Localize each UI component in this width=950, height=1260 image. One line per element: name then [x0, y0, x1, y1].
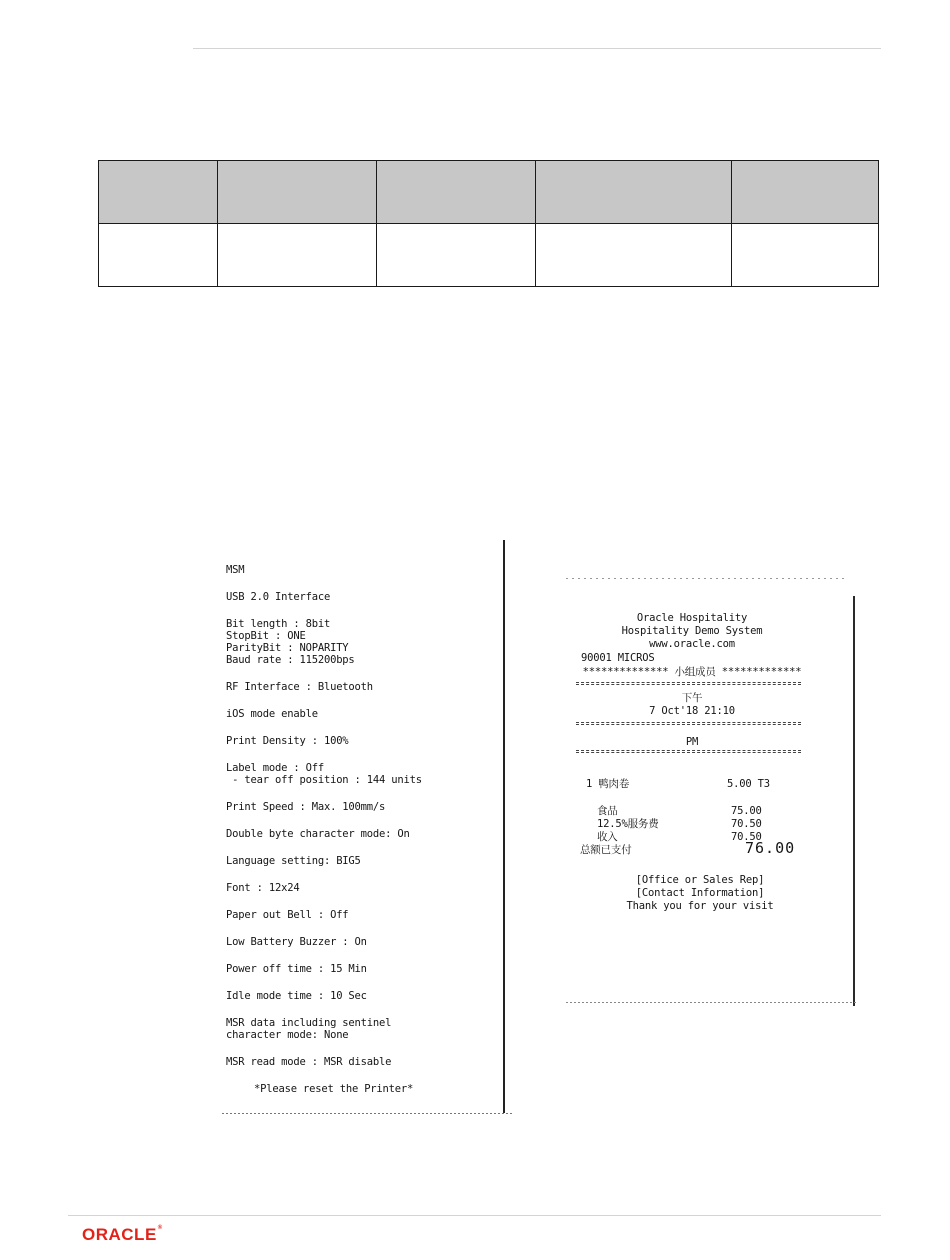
table-header-cell — [99, 161, 218, 224]
check-period: 下午 — [681, 692, 703, 704]
selftest-line: Idle mode time : 10 Sec — [226, 990, 367, 1002]
selftest-line: StopBit : ONE — [226, 630, 306, 642]
check-subtotal-label: 12.5%服务费 — [597, 818, 659, 830]
selftest-line: Baud rate : 115200bps — [226, 654, 355, 666]
line-gap — [226, 840, 496, 855]
selftest-line: Double byte character mode: On — [226, 828, 410, 840]
receipt-edge — [503, 540, 505, 1113]
check-header-line: Hospitality Demo System — [621, 625, 763, 637]
selftest-line: Print Speed : Max. 100mm/s — [226, 801, 386, 813]
table-row — [99, 224, 879, 287]
header-rule — [193, 48, 881, 49]
line-gap — [226, 603, 496, 618]
receipt-edge — [853, 596, 855, 1006]
check-name-line: ************** 小组成员 ************* — [582, 666, 802, 678]
line-gap — [226, 867, 496, 882]
check-item: 1 鸭肉卷 — [586, 778, 630, 790]
check-footer-line: [Contact Information] — [635, 887, 765, 899]
check-website: www.oracle.com — [649, 638, 735, 650]
selftest-line: Language setting: BIG5 — [226, 855, 361, 867]
check-subtotal-value: 75.00 — [731, 805, 762, 817]
check-footer-line: Thank you for your visit — [626, 900, 774, 912]
selftest-line: - tear off position : 144 units — [226, 774, 422, 786]
logo-text: ORACLE — [82, 1225, 157, 1244]
selftest-lines — [226, 564, 496, 1095]
line-gap — [226, 786, 496, 801]
table-header-cell — [218, 161, 377, 224]
check-total-value: 76.00 — [745, 839, 796, 857]
line-gap — [226, 693, 496, 708]
table-cell — [536, 224, 732, 287]
sample-guest-check — [562, 578, 858, 1006]
check-divider — [576, 682, 801, 685]
receipt-edge — [566, 1002, 856, 1003]
check-total-label: 总额已支付 — [580, 844, 632, 856]
selftest-line: USB 2.0 Interface — [226, 591, 331, 603]
selftest-line: MSM — [226, 564, 245, 576]
line-gap — [226, 921, 496, 936]
line-gap — [226, 975, 496, 990]
selftest-line: Paper out Bell : Off — [226, 909, 349, 921]
check-item-price: 5.00 T3 — [727, 778, 770, 790]
selftest-line: Bit length : 8bit — [226, 618, 331, 630]
printer-selftest-receipt — [222, 540, 516, 1115]
selftest-line: Font : 12x24 — [226, 882, 300, 894]
selftest-line: character mode: None — [226, 1029, 349, 1041]
table-header-cell — [377, 161, 536, 224]
line-gap — [226, 813, 496, 828]
line-gap — [226, 948, 496, 963]
logo-trademark: ® — [157, 1225, 163, 1231]
check-datetime: 7 Oct'18 21:10 — [649, 705, 735, 717]
selftest-line: MSR data including sentinel — [226, 1017, 392, 1029]
check-divider — [576, 722, 801, 725]
line-gap — [226, 1002, 496, 1017]
receipt-edge — [222, 1113, 514, 1114]
check-divider — [576, 750, 801, 753]
check-service: PM — [685, 736, 699, 748]
reset-note: *Please reset the Printer* — [254, 1083, 414, 1095]
line-gap — [226, 1041, 496, 1056]
check-subtotal-value: 70.50 — [731, 831, 762, 843]
selftest-line: Power off time : 15 Min — [226, 963, 367, 975]
selftest-line: Print Density : 100% — [226, 735, 349, 747]
table-cell — [99, 224, 218, 287]
line-gap — [226, 747, 496, 762]
check-subtotal-value: 70.50 — [731, 818, 762, 830]
selftest-line: Label mode : Off — [226, 762, 324, 774]
selftest-line: ParityBit : NOPARITY — [226, 642, 349, 654]
check-footer-line: [Office or Sales Rep] — [635, 874, 765, 886]
table-cell — [218, 224, 377, 287]
table-cell — [732, 224, 879, 287]
receipt-edge — [566, 578, 846, 579]
table-cell — [377, 224, 536, 287]
check-station: 90001 MICROS — [581, 652, 655, 664]
table-header-row — [99, 161, 879, 224]
selftest-line: iOS mode enable — [226, 708, 318, 720]
table-header-cell — [536, 161, 732, 224]
oracle-logo — [82, 1225, 163, 1245]
table-header-cell — [732, 161, 879, 224]
selftest-line: MSR read mode : MSR disable — [226, 1056, 392, 1068]
spec-table — [98, 160, 879, 287]
line-gap — [226, 894, 496, 909]
check-header-line: Oracle Hospitality — [636, 612, 748, 624]
selftest-line: RF Interface : Bluetooth — [226, 681, 373, 693]
check-subtotal-label: 食品 — [597, 805, 618, 817]
selftest-line: Low Battery Buzzer : On — [226, 936, 367, 948]
footer-rule — [68, 1215, 881, 1216]
check-subtotal-label: 收入 — [597, 831, 618, 843]
line-gap — [226, 666, 496, 681]
line-gap — [226, 576, 496, 591]
line-gap — [226, 720, 496, 735]
line-gap — [226, 1068, 496, 1083]
